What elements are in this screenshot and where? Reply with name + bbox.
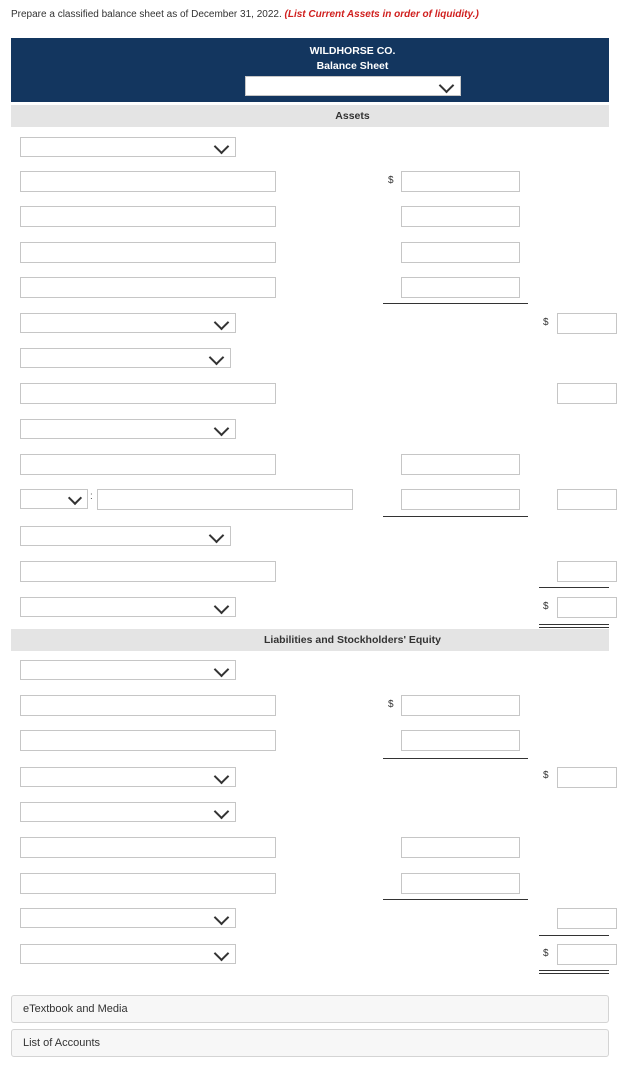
chevron-down-icon (214, 804, 230, 820)
liabilities-section-select-1[interactable] (20, 660, 236, 680)
amount-input-6[interactable] (401, 489, 520, 510)
subtotal-line (383, 758, 528, 759)
subtotal-line (539, 587, 609, 588)
total-select-1[interactable] (20, 313, 236, 333)
total-double-line (539, 624, 609, 628)
assets-section-select-2[interactable] (20, 348, 231, 368)
assets-section-select-4[interactable] (20, 526, 231, 546)
subtotal-line (539, 935, 609, 936)
subtotal-line (383, 303, 528, 304)
dollar-sign: $ (543, 601, 549, 612)
instruction-text (11, 9, 479, 20)
total-select-2[interactable] (20, 767, 236, 787)
subtotal-line (383, 516, 528, 517)
liabilities-heading: Liabilities and Stockholders' Equity (264, 634, 441, 646)
account-input-10[interactable] (20, 730, 276, 751)
total-select-3[interactable] (20, 908, 236, 928)
chevron-down-icon (214, 769, 230, 785)
total-input-5[interactable] (557, 767, 617, 788)
amount-input-8[interactable] (401, 730, 520, 751)
less-select[interactable] (20, 489, 88, 509)
amount-input-9[interactable] (401, 837, 520, 858)
subtotal-line (383, 899, 528, 900)
amount-input-5[interactable] (401, 454, 520, 475)
chevron-down-icon (439, 78, 455, 94)
list-of-accounts-panel[interactable] (11, 1029, 609, 1057)
liabilities-section-select-2[interactable] (20, 802, 236, 822)
company-name: WILDHORSE CO. (309, 45, 396, 57)
chevron-down-icon (68, 491, 82, 505)
assets-section-select-1[interactable] (20, 137, 236, 157)
account-input-5[interactable] (20, 383, 276, 404)
etextbook-panel[interactable] (11, 995, 609, 1023)
colon-separator: : (90, 491, 93, 502)
chevron-down-icon (214, 421, 230, 437)
total-input-2[interactable] (557, 383, 617, 404)
account-input-9[interactable] (20, 695, 276, 716)
total-assets-input[interactable] (557, 597, 617, 618)
account-input-7[interactable] (97, 489, 353, 510)
chevron-down-icon (214, 910, 230, 926)
chevron-down-icon (214, 315, 230, 331)
amount-input-10[interactable] (401, 873, 520, 894)
list-of-accounts-label: List of Accounts (23, 1037, 101, 1049)
account-input-11[interactable] (20, 837, 276, 858)
amount-input-1[interactable] (401, 171, 520, 192)
dollar-sign: $ (388, 175, 394, 186)
account-input-1[interactable] (20, 171, 276, 192)
account-input-3[interactable] (20, 242, 276, 263)
dollar-sign: $ (388, 699, 394, 710)
account-input-4[interactable] (20, 277, 276, 298)
account-input-12[interactable] (20, 873, 276, 894)
amount-input-4[interactable] (401, 277, 520, 298)
date-select[interactable] (245, 76, 461, 96)
total-liabilities-equity-select[interactable] (20, 944, 236, 964)
statement-title: Balance Sheet (316, 60, 389, 72)
instruction-main: Prepare a classified balance sheet as of December 31, 2022. (11, 9, 282, 20)
amount-input-2[interactable] (401, 206, 520, 227)
total-input-6[interactable] (557, 908, 617, 929)
dollar-sign: $ (543, 770, 549, 781)
total-input-1[interactable] (557, 313, 617, 334)
dollar-sign: $ (543, 317, 549, 328)
total-assets-select[interactable] (20, 597, 236, 617)
account-input-8[interactable] (20, 561, 276, 582)
amount-input-3[interactable] (401, 242, 520, 263)
total-double-line (539, 970, 609, 974)
total-liabilities-equity-input[interactable] (557, 944, 617, 965)
chevron-down-icon (214, 946, 230, 962)
chevron-down-icon (214, 139, 230, 155)
etextbook-label: eTextbook and Media (23, 1003, 128, 1015)
amount-input-7[interactable] (401, 695, 520, 716)
chevron-down-icon (209, 350, 225, 366)
total-input-3[interactable] (557, 489, 617, 510)
chevron-down-icon (209, 528, 225, 544)
chevron-down-icon (214, 662, 230, 678)
chevron-down-icon (214, 599, 230, 615)
assets-heading: Assets (335, 110, 370, 122)
instruction-note: (List Current Assets in order of liquidity.) (284, 9, 479, 20)
account-input-6[interactable] (20, 454, 276, 475)
account-input-2[interactable] (20, 206, 276, 227)
dollar-sign: $ (543, 948, 549, 959)
assets-section-select-3[interactable] (20, 419, 236, 439)
total-input-4[interactable] (557, 561, 617, 582)
